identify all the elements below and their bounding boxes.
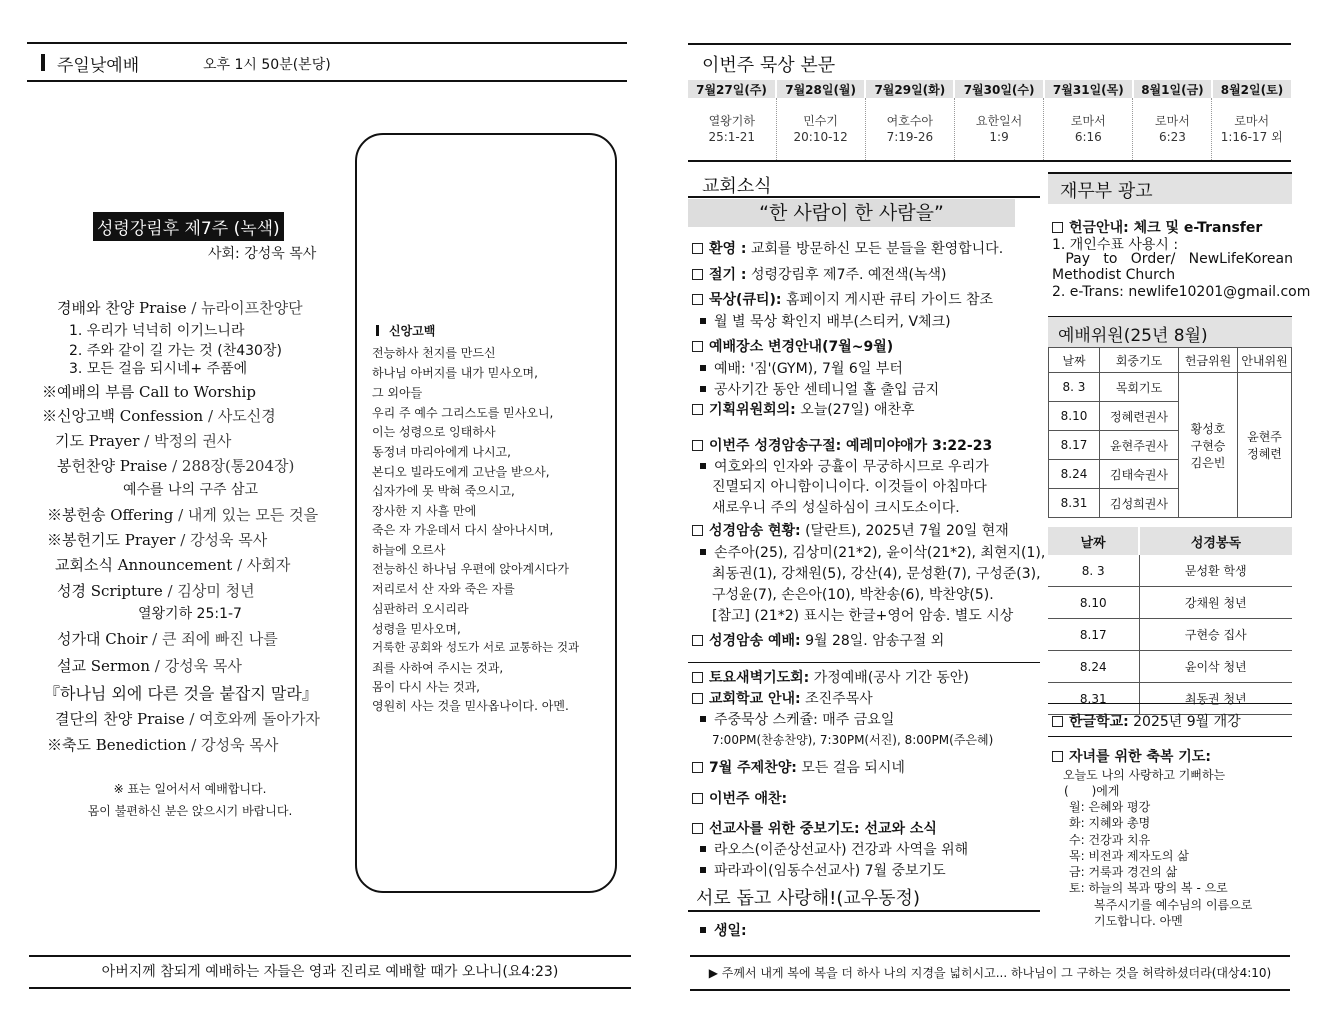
checkbox-icon bbox=[692, 823, 703, 834]
news-verse-text: 진멸되지 아니함이니이다. 이것들이 아침마다 bbox=[712, 479, 987, 495]
committee-table bbox=[1048, 347, 1292, 518]
finance-line: Pay to Order/ NewLifeKorean bbox=[1052, 251, 1293, 267]
order-item: 경배와 찬양 Praise / 뉴라이프찬양단 bbox=[57, 299, 303, 317]
checkbox-icon bbox=[692, 762, 703, 773]
column-header: 안내위원 bbox=[1238, 348, 1292, 373]
header-bar bbox=[41, 54, 45, 71]
order-item: 교회소식 Announcement / 사회자 bbox=[55, 556, 291, 574]
offering-team-cell: 황성호 구현승 김은빈 bbox=[1179, 373, 1238, 518]
meditation-title: 이번주 묵상 본문 bbox=[702, 55, 836, 76]
order-item: 성경 Scripture / 김상미 청년 bbox=[57, 582, 255, 600]
sunday-title: 성령강림후 제7주 (녹색) bbox=[93, 212, 284, 241]
table-cell: 김태숙권사 bbox=[1100, 460, 1179, 489]
table-cell: 8.24 bbox=[1049, 460, 1100, 489]
creed-line: 그 외아들 bbox=[372, 386, 423, 400]
news-recital-status: 성경암송 현황: (달란트), 2025년 7월 20일 현재 bbox=[692, 520, 1009, 540]
meditation-date: 8월2일(토) bbox=[1212, 80, 1291, 98]
order-item: 결단의 찬양 Praise / 여호와께 돌아가자 bbox=[55, 710, 320, 728]
checkbox-icon bbox=[692, 793, 703, 804]
bullet-icon bbox=[700, 386, 706, 392]
order-item: 3. 모든 걸음 되시네+ 주품에 bbox=[69, 361, 248, 377]
order-item: 성가대 Choir / 큰 죄에 빠진 나를 bbox=[57, 630, 278, 648]
meditation-date: 7월28일(월) bbox=[776, 80, 865, 98]
news-verse-text: 새로우니 주의 성실하심이 크시도소이다. bbox=[712, 500, 960, 516]
bullet-icon bbox=[700, 927, 706, 933]
order-item: 봉헌찬양 Praise / 288장(통204장) bbox=[57, 457, 295, 475]
checkbox-icon bbox=[692, 269, 703, 280]
creed-line: 저리로서 산 자와 죽은 자를 bbox=[372, 582, 515, 596]
creed-line: 성령을 믿사오며, bbox=[372, 622, 461, 636]
table-cell: 윤현주권사 bbox=[1100, 431, 1179, 460]
news-divider bbox=[688, 662, 1040, 663]
order-item: ※축도 Benediction / 강성욱 목사 bbox=[47, 736, 279, 754]
table-cell: 8.17 bbox=[1049, 431, 1100, 460]
committee-title: 예배위원(25년 8월) bbox=[1058, 326, 1208, 346]
news-status-list: 최동권(1), 강채원(5), 강산(4), 문성환(7), 구성준(3), bbox=[712, 566, 1041, 582]
order-item: ※봉헌기도 Prayer / 강성욱 목사 bbox=[47, 531, 268, 549]
table-row bbox=[1048, 587, 1292, 619]
table-cell: 8. 3 bbox=[1049, 373, 1100, 402]
creed-line: 심판하러 오시리라 bbox=[372, 602, 469, 616]
meditation-dates bbox=[688, 80, 1291, 98]
worship-time: 오후 1시 50분(본당) bbox=[203, 57, 331, 73]
news-recital-service: 성경암송 예배: 9월 28일. 암송구절 외 bbox=[692, 630, 944, 650]
table-cell: 최동권 청년 bbox=[1139, 683, 1292, 715]
table-row bbox=[1049, 373, 1292, 402]
news-venue-sub: 공사기간 동안 센테니얼 홀 출입 금지 bbox=[700, 379, 939, 399]
table-row bbox=[1048, 619, 1292, 651]
news-status-list: 구성윤(7), 손은아(10), 박찬송(6), 박찬양(5). bbox=[712, 587, 994, 603]
creed-line: 거룩한 공회와 성도가 서로 교통하는 것과 bbox=[372, 640, 580, 654]
meditation-date: 7월30일(수) bbox=[954, 80, 1043, 98]
blessing-line: 금: 거룩과 경건의 삶 bbox=[1069, 865, 1178, 879]
korean-school: 한글학교: 2025년 9월 개강 bbox=[1052, 711, 1241, 731]
column-header: 날짜 bbox=[1048, 527, 1139, 555]
column-header: 날짜 bbox=[1049, 348, 1100, 373]
news-verse: 이번주 성경암송구절: 예레미야애가 3:22-23 bbox=[692, 435, 992, 455]
blessing-line: 화: 지혜와 총명 bbox=[1069, 816, 1151, 830]
table-row bbox=[1048, 651, 1292, 683]
creed-line: 하늘에 오르사 bbox=[372, 543, 446, 557]
order-item: 설교 Sermon / 강성욱 목사 bbox=[57, 657, 242, 675]
meditation-passage: 로마서 1:16-17 외 bbox=[1212, 98, 1291, 161]
creed-line: 전능하사 천지를 만드신 bbox=[372, 346, 496, 360]
order-item: 1. 우리가 넉넉히 이기느니라 bbox=[69, 323, 245, 339]
committee-header-row bbox=[1049, 348, 1292, 373]
standing-notes bbox=[60, 778, 320, 822]
news-missions-sub: 라오스(이준상선교사) 건강과 사역을 위해 bbox=[700, 839, 968, 859]
checkbox-icon bbox=[692, 341, 703, 352]
table-cell: 8.31 bbox=[1048, 683, 1139, 715]
news-title: 교회소식 bbox=[702, 176, 772, 197]
news-venue-sub: 예배: '짐'(GYM), 7월 6일 부터 bbox=[700, 358, 903, 378]
blessing-line: 수: 건강과 치유 bbox=[1069, 833, 1151, 847]
meditation-header bbox=[688, 43, 1291, 79]
table-cell: 8.17 bbox=[1048, 619, 1139, 651]
meditation-date: 7월27일(주) bbox=[688, 80, 776, 98]
meditation-date: 7월31일(목) bbox=[1044, 80, 1133, 98]
table-row bbox=[1048, 683, 1292, 715]
checkbox-icon bbox=[692, 294, 703, 305]
meditation-passage: 로마서 6:16 bbox=[1044, 98, 1133, 161]
creed-line: 이는 성령으로 잉태하사 bbox=[372, 425, 496, 439]
creed-line: 십자가에 못 박혀 죽으시고, bbox=[372, 484, 515, 498]
table-cell: 윤이삭 청년 bbox=[1139, 651, 1292, 683]
news-school-time: 7:00PM(찬송찬양), 7:30PM(서진), 8:00PM(주은혜) bbox=[712, 733, 994, 747]
news-church-school: 교회학교 안내: 조진주목사 bbox=[692, 688, 873, 708]
reading-table bbox=[1048, 527, 1292, 715]
blessing-line: 토: 하늘의 복과 땅의 복 - 으로 bbox=[1069, 881, 1228, 895]
worship-title: 주일낮예배 bbox=[57, 56, 140, 76]
column-header: 성경봉독 bbox=[1139, 527, 1292, 555]
creed-line: 우리 주 예수 그리스도를 믿사오니, bbox=[372, 406, 554, 420]
creed-title: 신앙고백 bbox=[376, 322, 435, 339]
table-row bbox=[1048, 555, 1292, 587]
bullet-icon bbox=[700, 365, 706, 371]
finance-email: 2. e-Trans: newlife10201@gmail.com bbox=[1052, 284, 1311, 300]
bullet-icon bbox=[700, 318, 706, 324]
sermon-title: 『하나님 외에 다른 것을 붙잡지 말라』 bbox=[44, 684, 318, 703]
table-cell: 목회기도 bbox=[1100, 373, 1179, 402]
checkbox-icon bbox=[692, 635, 703, 646]
checkbox-icon bbox=[692, 525, 703, 536]
meditation-passage: 여호수아 7:19-26 bbox=[865, 98, 954, 161]
note-standing: ※ 표는 일어서서 예배합니다. bbox=[113, 782, 267, 796]
news-missions-sub: 파라과이(임동수선교사) 7월 중보기도 bbox=[700, 860, 946, 880]
reading-header-row bbox=[1048, 527, 1292, 555]
finance-line: Methodist Church bbox=[1052, 267, 1176, 283]
meditation-passage: 민수기 20:10-12 bbox=[776, 98, 865, 161]
news-school-sub: 주중묵상 스케쥴: 매주 금요일 bbox=[700, 709, 894, 729]
blessing-closing: 복주시기를 예수님의 이름으로 bbox=[1094, 898, 1253, 912]
blessing-intro: ( )에게 bbox=[1064, 784, 1120, 798]
meditation-date: 8월1일(금) bbox=[1133, 80, 1212, 98]
meditation-date: 7월29일(화) bbox=[865, 80, 954, 98]
news-venue: 예배장소 변경안내(7월~9월) bbox=[692, 336, 893, 356]
worship-leader: 사회: 강성욱 목사 bbox=[208, 246, 317, 262]
news-welcome: 환영 : 교회를 방문하신 모든 분들을 환영합니다. bbox=[692, 238, 1003, 258]
church-slogan: “한 사람이 한 사람을” bbox=[688, 199, 1015, 227]
verse-footer: ▶ 주께서 내게 복에 복을 더 하사 나의 지경을 넓히시고... 하나님이 그 구하는 것을 허락하셨더라(대상4:10) bbox=[690, 955, 1290, 991]
news-feast: 이번주 애찬: bbox=[692, 788, 787, 808]
creed-line: 죄를 사하여 주시는 것과, bbox=[372, 661, 504, 675]
creed-line: 동정녀 마리아에게 나시고, bbox=[372, 445, 511, 459]
blessing-line: 목: 비전과 제자도의 삶 bbox=[1069, 849, 1189, 863]
table-cell: 8.31 bbox=[1049, 489, 1100, 518]
checkbox-icon bbox=[692, 693, 703, 704]
blessing-line: 월: 은혜와 평강 bbox=[1069, 800, 1151, 814]
checkbox-icon bbox=[1052, 716, 1063, 727]
news-missions: 선교사를 위한 중보기도: 선교와 소식 bbox=[692, 818, 937, 838]
creed-line: 죽은 자 가운데서 다시 살아나시며, bbox=[372, 523, 554, 537]
creed-line: 본디오 빌라도에게 고난을 받으사, bbox=[372, 465, 550, 479]
finance-title: 재무부 광고 bbox=[1060, 181, 1153, 202]
fellowship-title: 서로 돕고 사랑해!(교우동정) bbox=[696, 888, 920, 909]
birthday-item: 생일: bbox=[700, 920, 747, 940]
bullet-icon bbox=[700, 549, 706, 555]
table-cell: 8.10 bbox=[1049, 402, 1100, 431]
order-item: 2. 주와 같이 길 가는 것 (찬430장) bbox=[69, 343, 282, 359]
checkbox-icon bbox=[692, 243, 703, 254]
news-divider bbox=[688, 196, 1040, 198]
column-header: 헌금위원 bbox=[1179, 348, 1238, 373]
blessing-intro: 오늘도 나의 사랑하고 기뻐하는 bbox=[1063, 768, 1226, 782]
creed-bar bbox=[376, 325, 379, 336]
creed-line: 영원히 사는 것을 믿사옵나이다. 아멘. bbox=[372, 699, 569, 713]
table-cell: 구현승 집사 bbox=[1139, 619, 1292, 651]
section-divider bbox=[1048, 736, 1292, 737]
news-qt: 묵상(큐티): 홈페이지 게시판 큐티 가이드 참조 bbox=[692, 289, 993, 309]
bullet-icon bbox=[700, 846, 706, 852]
worship-header bbox=[27, 42, 627, 82]
blessing-title: 자녀를 위한 축복 기도: bbox=[1052, 746, 1211, 766]
news-season: 절기 : 성령강림후 제7주. 예전색(녹색) bbox=[692, 264, 946, 284]
table-cell: 정혜련권사 bbox=[1100, 402, 1179, 431]
checkbox-icon bbox=[692, 672, 703, 683]
table-cell: 강채원 청년 bbox=[1139, 587, 1292, 619]
section-divider bbox=[1048, 703, 1292, 704]
bullet-icon bbox=[700, 716, 706, 722]
meditation-table bbox=[688, 80, 1291, 162]
blessing-closing: 기도합니다. 아멘 bbox=[1094, 914, 1183, 928]
finance-line: 1. 개인수표 사용시 : bbox=[1052, 237, 1179, 253]
news-theme-song: 7월 주제찬양: 모든 걸음 되시네 bbox=[692, 757, 905, 777]
meditation-passage: 열왕기하 25:1-21 bbox=[708, 114, 756, 144]
order-item: ※봉헌송 Offering / 내게 있는 모든 것을 bbox=[47, 506, 319, 524]
note-seated: 몸이 불편하신 분은 앉으시기 바랍니다. bbox=[87, 804, 293, 818]
creed-line: 전능하신 하나님 우편에 앉아계시다가 bbox=[372, 562, 569, 576]
table-cell: 문성환 학생 bbox=[1139, 555, 1292, 587]
news-dawn-prayer: 토요새벽기도회: 가정예배(공사 기간 동안) bbox=[692, 667, 969, 687]
checkbox-icon bbox=[692, 404, 703, 415]
table-cell: 김성희권사 bbox=[1100, 489, 1179, 518]
creed-line: 몸이 다시 사는 것과, bbox=[372, 680, 480, 694]
table-cell: 8.10 bbox=[1048, 587, 1139, 619]
news-qt-sub: 월 별 묵상 확인지 배부(스티커, V체크) bbox=[700, 311, 951, 331]
table-cell: 8.24 bbox=[1048, 651, 1139, 683]
meditation-passage: 로마서 6:23 bbox=[1133, 98, 1212, 161]
table-cell: 8. 3 bbox=[1048, 555, 1139, 587]
news-status-note: [참고] (21*2) 표시는 한글+영어 암송. 별도 시상 bbox=[712, 608, 1014, 624]
checkbox-icon bbox=[1052, 751, 1063, 762]
checkbox-icon bbox=[1052, 222, 1063, 233]
column-header: 회중기도 bbox=[1100, 348, 1179, 373]
guide-team-cell: 윤현주 정혜련 bbox=[1238, 373, 1292, 518]
bullet-icon bbox=[700, 463, 706, 469]
news-status-list: 손주아(25), 김상미(21*2), 윤이삭(21*2), 최현지(1), bbox=[700, 542, 1045, 562]
creed-line: 장사한 지 사흘 만에 bbox=[372, 504, 477, 518]
fellowship-divider bbox=[688, 910, 1040, 912]
order-item: ※예배의 부름 Call to Worship bbox=[42, 383, 256, 401]
scripture-footer: 아버지께 참되게 예배하는 자들은 영과 진리로 예배할 때가 오나니(요4:23) bbox=[29, 955, 631, 989]
order-item: ※신앙고백 Confession / 사도신경 bbox=[42, 407, 276, 425]
finance-offering: 헌금안내: 체크 및 e-Transfer bbox=[1052, 217, 1262, 237]
finance-header bbox=[1048, 172, 1292, 204]
meditation-passages bbox=[688, 98, 1291, 161]
bullet-icon bbox=[700, 867, 706, 873]
committee-header bbox=[1048, 316, 1292, 347]
order-item: 예수를 나의 구주 삼고 bbox=[123, 482, 259, 498]
order-item: 열왕기하 25:1-7 bbox=[138, 606, 242, 622]
order-item: 기도 Prayer / 박정의 권사 bbox=[55, 432, 232, 450]
creed-line: 하나님 아버지를 내가 믿사오며, bbox=[372, 366, 538, 380]
news-verse-text: 여호와의 인자와 긍휼이 무궁하시므로 우리가 bbox=[700, 456, 989, 476]
checkbox-icon bbox=[692, 440, 703, 451]
meditation-passage: 요한일서 1:9 bbox=[954, 98, 1043, 161]
news-planning: 기획위원회의: 오늘(27일) 애찬후 bbox=[692, 399, 915, 419]
